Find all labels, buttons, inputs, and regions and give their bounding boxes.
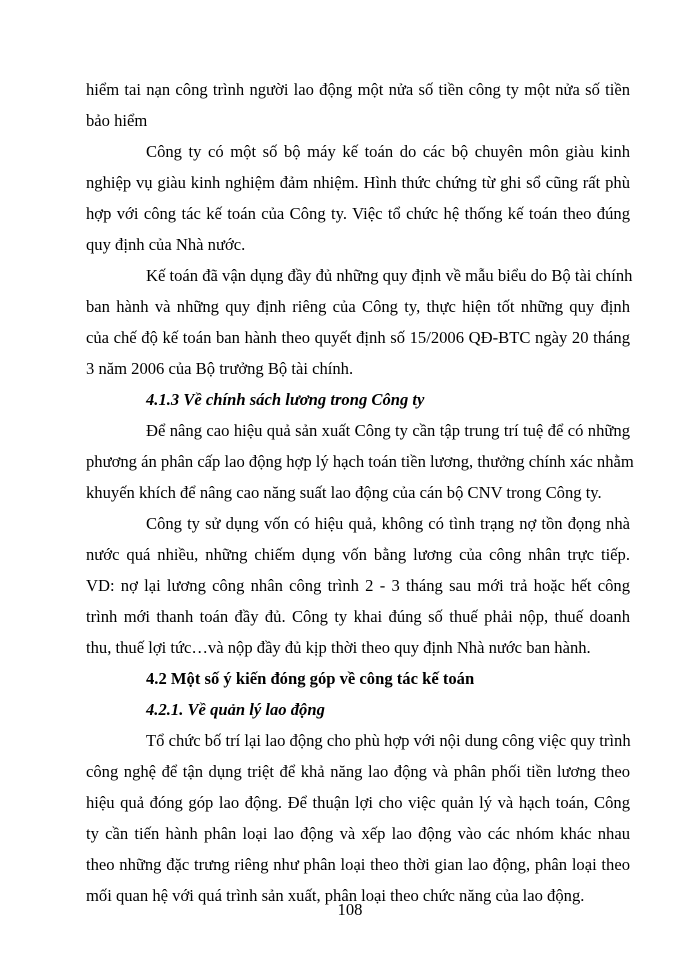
paragraph-line: trình mới thanh toán đầy đủ. Công ty khai đúng số thuế phải nộp, thuế doanh [86, 607, 630, 626]
paragraph-line: ban hành và những quy định riêng của Công ty, thực hiện tốt những quy định [86, 297, 630, 316]
paragraph-line: của chế độ kế toán ban hành theo quyết định số 15/2006 QĐ-BTC ngày 20 tháng [86, 328, 630, 347]
paragraph-line: Tổ chức bố trí lại lao động cho phù hợp với nội dung công việc quy trình [146, 731, 631, 750]
paragraph-line: bảo hiểm [86, 111, 148, 130]
paragraph-line: Công ty sử dụng vốn có hiệu quả, không có tình trạng nợ tồn đọng nhà [146, 514, 630, 533]
paragraph-line: hợp với công tác kế toán của Công ty. Việc tổ chức hệ thống kế toán theo đúng [86, 204, 630, 223]
paragraph-line: nghiệp vụ giàu kinh nghiệm đảm nhiệm. Hình thức chứng từ ghi sổ cũng rất phù [86, 173, 630, 192]
paragraph-line: khuyến khích để nâng cao năng suất lao động của cán bộ CNV trong Công ty. [86, 483, 602, 502]
paragraph-line: nước quá nhiều, những chiếm dụng vốn bằng lương của công nhân trực tiếp. [86, 545, 630, 564]
paragraph-line: VD: nợ lại lương công nhân công trình 2 - 3 tháng sau mới trả hoặc hết công [86, 576, 630, 595]
paragraph-line: theo những đặc trưng riêng như phân loại theo thời gian lao động, phân loại theo [86, 855, 630, 874]
paragraph-line: hiệu quả đóng góp lao động. Để thuận lợi cho việc quản lý và hạch toán, Công [86, 793, 630, 812]
section-heading-4-2: 4.2 Một số ý kiến đóng góp về công tác kế toán [146, 669, 475, 688]
paragraph-line: Kế toán đã vận dụng đầy đủ những quy định về mẫu biểu do Bộ tài chính [146, 266, 633, 285]
page-number: 108 [337, 900, 363, 919]
paragraph-line: Để nâng cao hiệu quả sản xuất Công ty cần tập trung trí tuệ để có những [146, 421, 630, 440]
paragraph-line: công nghệ để tận dụng triệt để khả năng lao động và phân phối tiền lương theo [86, 762, 630, 781]
paragraph-line: thu, thuế lợi tức…và nộp đầy đủ kịp thời theo quy định Nhà nước ban hành. [86, 638, 591, 657]
section-heading-4-1-3: 4.1.3 Về chính sách lương trong Công ty [146, 390, 425, 409]
paragraph-line: 3 năm 2006 của Bộ trưởng Bộ tài chính. [86, 359, 354, 378]
section-heading-4-2-1: 4.2.1. Về quản lý lao động [146, 700, 325, 719]
paragraph-line: mối quan hệ với quá trình sản xuất, phân loại theo chức năng của lao động. [86, 886, 585, 905]
paragraph-line: phương án phân cấp lao động hợp lý hạch toán tiền lương, thưởng chính xác nhằm [86, 452, 634, 471]
paragraph-line: Công ty có một số bộ máy kế toán do các bộ chuyên môn giàu kinh [146, 142, 630, 161]
paragraph-line: ty cần tiến hành phân loại lao động và xếp lao động vào các nhóm khác nhau [86, 824, 630, 843]
paragraph-line: hiểm tai nạn công trình người lao động một nửa số tiền công ty một nửa số tiền [86, 80, 630, 99]
paragraph-line: quy định của Nhà nước. [86, 235, 246, 254]
